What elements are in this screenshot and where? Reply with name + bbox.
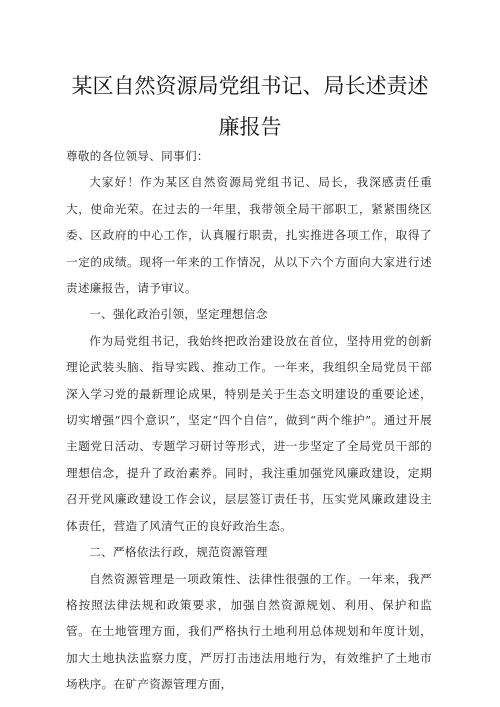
paragraph-section-2: 自然资源管理是一项政策性、法律性很强的工作。一年来，我严格按照法律法规和政策要求，加强自然资源规划、利用、保护和监管。在土地管理方面，我们严格执行土地利用总体规划和年度计划，加大土地执法监察力度，严厉打击违法用地行为，有效维护了土地市场秩序。在矿产资源管理方面， — [66, 571, 432, 692]
section-heading-2: 二、严格依法行政，规范资源管理 — [89, 545, 268, 560]
salutation: 尊敬的各位领导、同事们： — [66, 149, 209, 163]
paragraph-intro: 大家好！作为某区自然资源局党组书记、局长，我深感责任重大，使命光荣。在过去的一年里，我带领全局干部职工，紧紧围绕区委、区政府的中心工作，认真履行职责，扎实推进各项工作，取得了一定的成绩。现将一年来的工作情况，从以下六个方面向大家进行述责述廉报告，请予审议。 — [66, 175, 432, 296]
section-heading-1: 一、强化政治引领，坚定理想信念 — [89, 307, 268, 322]
paragraph-section-1: 作为局党组书记，我始终把政治建设放在首位，坚持用党的创新理论武装头脑、指导实践、推动工作。一年来，我组织全局党员干部深入学习党的最新理论成果，特别是关于生态文明建设的重要论述，切实增强“四个意识”，坚定“四个自信”，做到“两个维护”。通过开展主题党日活动、专题学习研讨等形式，进一步坚定了全局党员干部的理想信念，提升了政治素养。同时，我注重加强党风廉政建设，定期召开党风廉政建设工作会议，层层签订责任书，压实党风廉政建设主体责任，营造了风清气正的良好政治生态。 — [66, 333, 432, 533]
document-body — [66, 143, 432, 698]
document-title-line-2: 廉报告 — [218, 115, 282, 139]
document-title-line-1: 某区自然资源局党组书记、局长述责述 — [71, 74, 429, 98]
